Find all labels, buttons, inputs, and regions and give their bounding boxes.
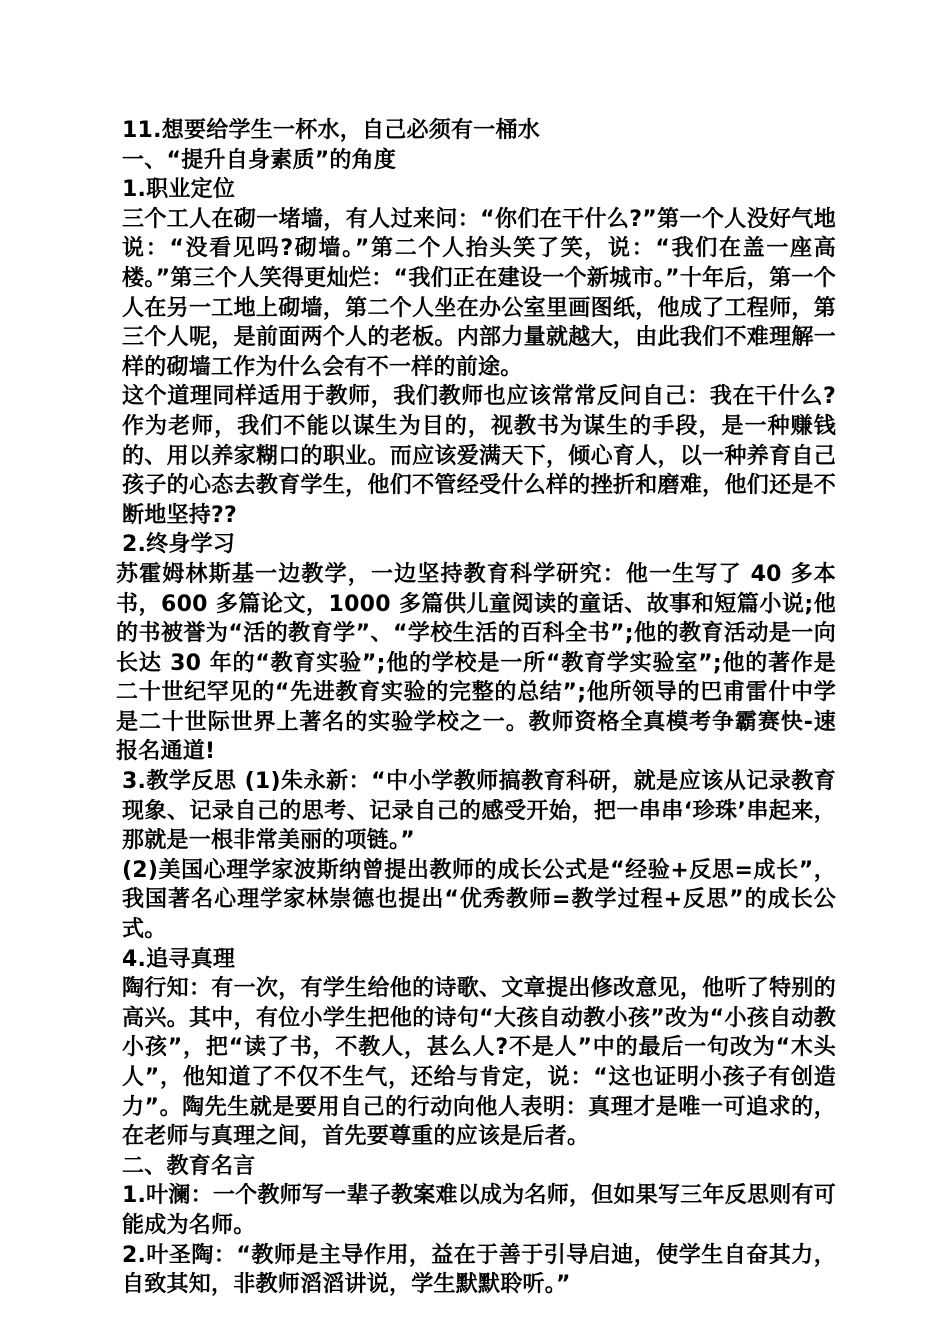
quote-ye-shengtao: 2.叶圣陶：“教师是主导作用，益在于善于引导启迪，使学生自奋其力，自致其知，非教师滔滔讲说，学生默默聆听。” [122, 1242, 836, 1298]
paragraph-teaching-reflection: 3.教学反思 (1)朱永新：“中小学教师搞教育科研，就是应该从记录教育现象、记录自己的思考、记录自己的感受开始，把一串串‘珍珠’串起来，那就是一根非常美丽的项链。” [122, 769, 836, 854]
document-title: 11.想要给学生一杯水，自己必须有一桶水 [122, 118, 540, 143]
paragraph-growth-formula: (2)美国心理学家波斯纳曾提出教师的成长公式是“经验+反思=成长”，我国著名心理学家林崇德也提出“优秀教师=教学过程+反思”的成长公式。 [122, 857, 836, 943]
document-page [116, 116, 836, 1300]
paragraph-tao-xingzhi: 陶行知：有一次，有学生给他的诗歌、文章提出修改意见，他听了特别的高兴。其中，有位小学生把他的诗句“大孩自动教小孩”改为“小孩自动教小孩”，把“读了书，不教人，甚么人?不是人”中的最后一句改为“木头人”，他知道了不仅不生气，还给与肯定，说：“这也证明小孩子有创造力”。陶先生就是要用自己的行动向他人表明：真理才是唯一可追求的，在老师与真理之间，首先要尊重的应该是后者。 [122, 976, 836, 1150]
item-heading-lifelong-learning: 2.终身学习 [122, 532, 236, 558]
item-heading-career: 1.职业定位 [122, 177, 236, 203]
section-heading-2: 二、教育名言 [122, 1153, 256, 1179]
paragraph-teacher-reflection: 这个道理同样适用于教师，我们教师也应该常常反问自己：我在干什么?作为老师，我们不能以谋生为目的，视教书为谋生的手段，是一种赚钱的、用以养家糊口的职业。而应该爱满天下，倾心育人，以一种养育自己孩子的心态去教育学生，他们不管经受什么样的挫折和磨难，他们还是不断地坚持?? [122, 384, 836, 528]
section-heading-1: 一、“提升自身素质”的角度 [122, 147, 397, 173]
quote-ye-lan: 1.叶澜：一个教师写一辈子教案难以成为名师，但如果写三年反思则有可能成为名师。 [122, 1183, 836, 1238]
item-heading-pursue-truth: 4.追寻真理 [122, 946, 236, 972]
paragraph-workers-story: 三个工人在砌一堵墙，有人过来问：“你们在干什么?”第一个人没好气地说：“没看见吗?砌墙。”第二个人抬头笑了笑，说：“我们在盖一座高楼。”第三个人笑得更灿烂：“我们正在建设一个新城市。”十年后，第一个人在另一工地上砌墙，第二个人坐在办公室里画图纸，他成了工程师，第三个人呢，是前面两个人的老板。内部力量就越大，由此我们不难理解一样的砌墙工作为什么会有不一样的前途。 [122, 206, 836, 380]
paragraph-sukhomlinsky: 苏霍姆林斯基一边教学，一边坚持教育科学研究：他一生写了 40 多本书，600 多篇论文，1000 多篇供儿童阅读的童话、故事和短篇小说;他的书被誉为“活的教育学”、“学校生活的百科全书”;他的教育活动是一向长达 30 年的“教育实验”;他的学校是一所“教育学实验室”;他的著作是二十世纪罕见的“先进教育实验的完整的总结”;他所领导的巴甫雷什中学是二十世际世界上著名的实验学校之一。教师资格全真模考争霸赛快-速报名通道! [116, 561, 836, 765]
